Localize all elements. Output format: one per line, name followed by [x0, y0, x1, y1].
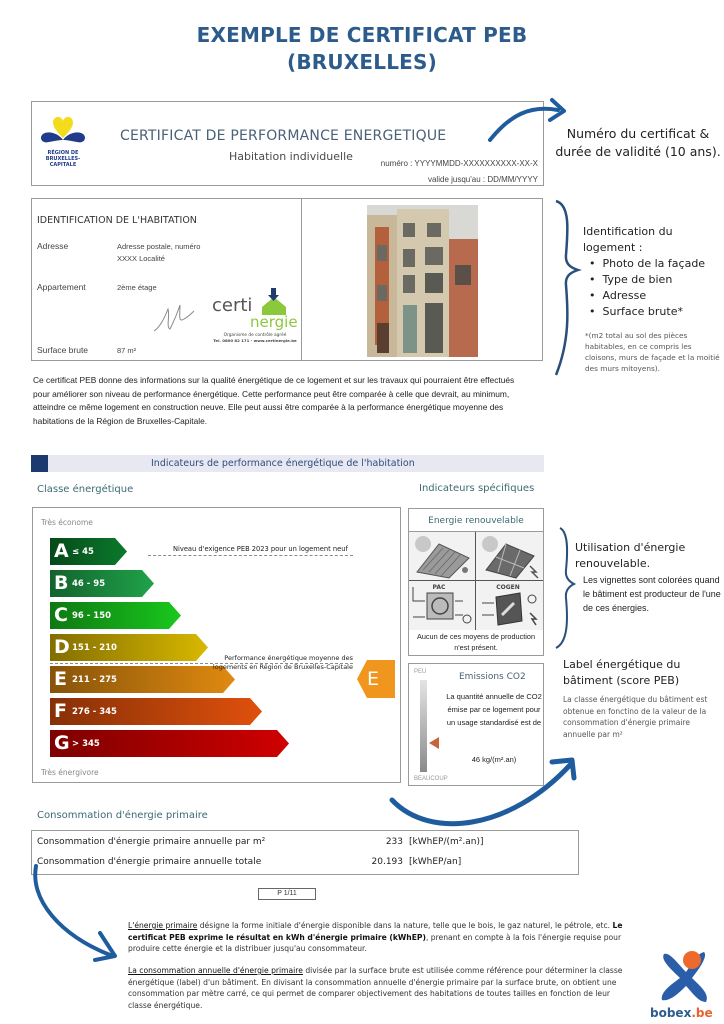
renewable-title: Energie renouvelable: [428, 516, 524, 526]
heat-pump-label: PAC: [432, 584, 446, 591]
primary-energy-text-a: désigne la forme initiale d'énergie disponible dans la nature, telle que le bois, le gaz naturel, le pétrole, etc.: [197, 921, 613, 930]
heat-pump-tile: [409, 581, 476, 630]
annotation-identification-item: • Photo de la façade: [589, 256, 724, 272]
svg-text:certi: certi: [212, 295, 253, 316]
photovoltaic-tile: [476, 532, 543, 581]
region-brussels-logo: [37, 108, 89, 174]
arrowhead-label: [552, 760, 574, 778]
reference-new-label: Niveau d'exigence PEB 2023 pour un logement neuf: [173, 545, 348, 553]
consumption-row: [37, 857, 573, 871]
energy-band-letter: F: [54, 700, 67, 722]
arrow-to-explanation: [35, 866, 110, 955]
page-title-line2: (BRUXELLES): [286, 50, 437, 74]
svg-text:nergie: nergie: [250, 313, 298, 331]
property-type-value: 2ème étage: [117, 283, 157, 292]
cogeneration-tile: [476, 581, 543, 630]
svg-text:BRUXELLES-: BRUXELLES-: [45, 156, 81, 162]
co2-level-marker: [429, 737, 439, 749]
annotation-identification-item: • Adresse: [589, 288, 724, 304]
energy-band-a: [50, 538, 127, 565]
svg-text:Organisme de contrôle agréé: Organisme de contrôle agréé: [223, 333, 287, 338]
section-marker: [31, 455, 48, 472]
consumption-heading: Consommation d'énergie primaire: [37, 810, 208, 821]
energy-band-f: [50, 698, 262, 725]
page-number: P 1/11: [258, 888, 316, 900]
energy-band-c: [50, 602, 181, 629]
solar-thermal-tile: [409, 532, 476, 581]
svg-text:CAPITALE: CAPITALE: [49, 162, 77, 168]
energy-band-letter: G: [54, 732, 70, 754]
primary-energy-term: L'énergie primaire: [128, 921, 198, 930]
certificate-number: numéro : YYYYMMDD-XXXXXXXXXX-XX-X: [380, 159, 538, 168]
energy-band-d: [50, 634, 208, 661]
bobex-tld: .be: [691, 1006, 713, 1020]
section-title: Indicateurs de performance énergétique de l'habitation: [151, 458, 415, 469]
renewable-tiles: [409, 531, 543, 629]
annotation-certificate-number: Numéro du certificat & durée de validité (10 ans).: [555, 126, 721, 159]
annotation-identification-item: • Type de bien: [589, 272, 724, 288]
address-line2: XXXX Localité: [117, 254, 165, 263]
section-bar: [31, 455, 544, 472]
svg-text:RÉGION DE: RÉGION DE: [47, 150, 79, 156]
co2-scale-bar: [420, 680, 427, 772]
certificate-subtitle: Habitation individuelle: [229, 150, 353, 163]
signature-image: [150, 297, 198, 337]
energy-band-range: 276 - 345: [72, 707, 117, 717]
bobex-brand-name: [650, 1006, 713, 1020]
identification-box: [31, 198, 543, 361]
co2-scale-top: PEU: [414, 669, 427, 675]
reference-line-new: [148, 555, 353, 556]
property-type-label: Appartement: [37, 282, 86, 292]
primary-energy-text-c: , prenant en compte à la fois l'énergie requise pour produire cette énergie et la distribuer jusqu'au consommateur.: [128, 932, 622, 953]
energy-band-range: 46 - 95: [72, 579, 106, 589]
energy-band-letter: E: [54, 668, 67, 690]
annotation-identification-item: • Surface brute*: [589, 304, 724, 320]
solar-thermal-icon: [409, 532, 476, 581]
energy-band-range: ≤ 45: [72, 547, 94, 557]
co2-title: Emissions CO2: [459, 672, 526, 682]
brace-renewable: [556, 528, 574, 648]
identification-details: [32, 199, 302, 360]
annotation-renewable-title: Utilisation d'énergie renouvelable.: [575, 541, 686, 570]
primary-energy-explanation: [128, 920, 628, 955]
annotation-identification-title: Identification du logement :: [583, 225, 673, 254]
consumption-unit: [kWhEP/an]: [409, 857, 462, 867]
energy-band-letter: B: [54, 572, 69, 594]
annual-consumption-explanation: [128, 965, 628, 1011]
arrowhead-certificate-number: [550, 100, 564, 120]
consumption-row: [37, 837, 573, 851]
energy-class-scale: [32, 507, 401, 783]
energy-band-range: 211 - 275: [72, 675, 117, 685]
brace-identification: [556, 201, 578, 375]
co2-value: 46 kg/(m².an): [471, 755, 517, 764]
page-title: [0, 22, 724, 76]
primary-energy-text-bold: Le certificat PEB exprime le résultat en kWh d'énergie primaire (kWhEP): [128, 921, 623, 942]
svg-text:Tel. 0800 82 171 - www.certine: Tel. 0800 82 171 - www.certinergie.be: [213, 338, 297, 343]
address-line1: Adresse postale, numéro: [117, 242, 201, 251]
annotation-identification-list: [583, 256, 724, 320]
energy-band-letter: C: [54, 604, 68, 626]
consumption-unit: [kWhEP/(m².an)]: [409, 837, 484, 847]
scale-top-label: Très économe: [41, 518, 93, 527]
renewable-none-text: Aucun de ces moyens de production n'est présent.: [416, 632, 536, 652]
energy-band-range: 96 - 150: [72, 611, 112, 621]
current-class-letter: E: [367, 668, 380, 690]
annual-consumption-text: divisée par la surface brute est utilisée comme référence pour déterminer la classe énergétique (label) d'un bâtiment. En divisant la consommation annuelle d'énergie primaire par la surface brute, on obtient une consommation par mètre carré, ce qui permet de comparer objectivement des habitations de toutes tailles en fonction de leur classe énergétique.: [128, 966, 623, 1010]
energy-band-range: > 345: [72, 739, 100, 749]
surface-value: 87 m²: [117, 346, 137, 355]
certificate-header: [31, 101, 544, 186]
consumption-label: Consommation d'énergie primaire annuelle totale: [37, 857, 262, 867]
co2-scale-bottom: BEAUCOUP: [414, 776, 448, 782]
cogeneration-icon: [476, 581, 543, 630]
arrowhead-explanation: [95, 933, 115, 960]
certinergie-logo: [210, 287, 300, 347]
consumption-table: [31, 830, 579, 875]
scale-bottom-label: Très énergivore: [41, 768, 99, 777]
certificate-title: CERTIFICAT DE PERFORMANCE ENERGETIQUE: [120, 128, 447, 144]
heat-pump-icon: [409, 581, 476, 630]
annotation-surface-note: *(m2 total au sol des pièces habitables, en ce compris les cloisons, murs de façade et la moitié des murs mitoyens).: [585, 331, 720, 373]
energy-band-shape: [50, 602, 181, 629]
intro-paragraph: Ce certificat PEB donne des informations sur la qualité énergétique de ce logement et sur les travaux qui pourraient être effectués pour améliorer son niveau de performance énergétique. Cette performance peut être comparée à celle que devrait, au minimum, atteindre ce même logement en construction neuve. Elle peut aussi être comparée à la performance énergétique moyenne des habitations de la Région de Bruxelles-Capitale.: [33, 375, 515, 426]
energy-band-range: 151 - 210: [72, 643, 117, 653]
renewable-energy-box: [408, 508, 544, 656]
energy-band-letter: D: [54, 636, 70, 658]
annotation-renewable-note: Les vignettes sont colorées quand le bâtiment est producteur de l'une de ces énergies.: [583, 575, 721, 613]
address-label: Adresse: [37, 241, 69, 251]
bobex-logo-icon: [656, 948, 716, 1006]
consumption-label: Consommation d'énergie primaire annuelle par m²: [37, 837, 266, 847]
co2-description: La quantité annuelle de CO2 émise par ce logement pour un usage standardisé est de: [446, 692, 542, 727]
annotation-identification: [583, 224, 724, 320]
photovoltaic-icon: [476, 532, 543, 581]
cogeneration-label: COGEN: [496, 584, 520, 591]
reference-average-label: Performance énergétique moyenne des logements en Région de Bruxelles-Capitale: [212, 654, 353, 671]
specific-indicators-heading: Indicateurs spécifiques: [419, 483, 535, 494]
bobex-name: bobex: [650, 1006, 692, 1020]
energy-band-letter: A: [54, 540, 69, 562]
co2-emissions-box: [408, 663, 544, 786]
energy-band-g: [50, 730, 289, 757]
facade-photo: [367, 205, 478, 357]
energy-band-b: [50, 570, 154, 597]
annotation-label-title: Label énergétique du bâtiment (score PEB): [563, 658, 681, 687]
page-title-line1: EXEMPLE DE CERTIFICAT PEB: [196, 23, 528, 47]
annual-consumption-term: La consommation annuelle d'énergie primaire: [128, 966, 303, 975]
consumption-value: 20.193: [371, 857, 403, 867]
annotation-label-note: La classe énergétique du bâtiment est obtenue en fonctino de la valeur de la consommation d'énergie primaire annuelle par m²: [563, 695, 708, 739]
surface-label: Surface brute: [37, 345, 89, 355]
certificate-validity: valide jusqu'au : DD/MM/YYYY: [427, 175, 538, 184]
energy-class-heading: Classe énergétique: [37, 484, 134, 495]
identification-title: IDENTIFICATION DE L'HABITATION: [37, 215, 197, 226]
consumption-value: 233: [385, 837, 403, 847]
